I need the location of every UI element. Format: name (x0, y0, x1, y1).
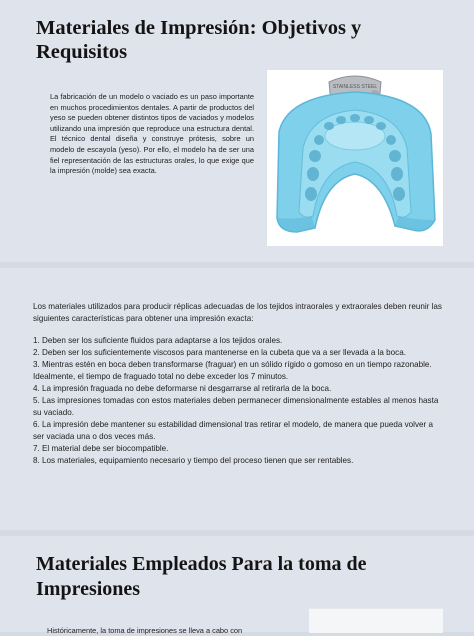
material-image (309, 608, 443, 633)
slide-paragraph: Históricamente, la toma de impresiones se lleva a cabo con (47, 626, 243, 635)
list-item: 8. Los materiales, equipamiento necesario y tiempo del proceso tienen que ser rentables. (33, 456, 354, 465)
slide-title: Materiales de Impresión: Objetivos y Requisitos (36, 17, 362, 63)
tray-label: STAINLESS STEEL (332, 84, 378, 90)
list-item: 5. Las impresiones tomadas con estos materiales deben permanecer dimensionalmente estables al menos hasta su vaciado. (33, 396, 439, 417)
requirements-list (33, 335, 443, 467)
list-item: 6. La impresión debe mantener su estabilidad dimensional tras retirar el modelo, de manera que pueda volver a ser vaciada una o dos veces más. (33, 420, 433, 441)
slide-objetivos (0, 0, 474, 262)
list-item: 4. La impresión fraguada no debe deformarse ni desgarrarse al retirarla de la boca. (33, 384, 332, 393)
slide-paragraph: La fabricación de un modelo o vaciado es un paso importante en muchos procedimientos dentales. A partir de productos del yeso se pueden obtener distintos tipos de vaciados y modelos utilizando una impresión que reproduce una estructura dental. El técnico dental diseña y construye prótesis, sobre un modelo de escayola (yeso). Por ello, el modelo ha de ser una fiel representación de las estructuras orales, lo que exige que la impresión (molde) sea exacta. (50, 92, 254, 176)
list-item: 2. Deben ser los suficientemente viscosos para mantenerse en la cubeta que va a ser llevada a la boca. (33, 348, 406, 357)
list-item: 7. El material debe ser biocompatible. (33, 444, 169, 453)
dental-impression-tray-icon (267, 70, 443, 246)
dental-impression-image (267, 70, 443, 246)
list-item: 1. Deben ser los suficiente fluidos para adaptarse a los tejidos orales. (33, 336, 283, 345)
list-item: 3. Mientras estén en boca deben transformarse (fraguar) en un sólido rígido o gomoso en un tiempo razonable. Idealmente, el tiempo de fraguado total no debe exceder los 7 minutos. (33, 360, 432, 381)
requirements-intro: Los materiales utilizados para producir réplicas adecuadas de los tejidos intraorales y extraorales deben reunir las siguientes características para obtener una impresión exacta: (33, 302, 442, 323)
slide-title: Materiales Empleados Para la toma de Impresiones (36, 553, 367, 600)
